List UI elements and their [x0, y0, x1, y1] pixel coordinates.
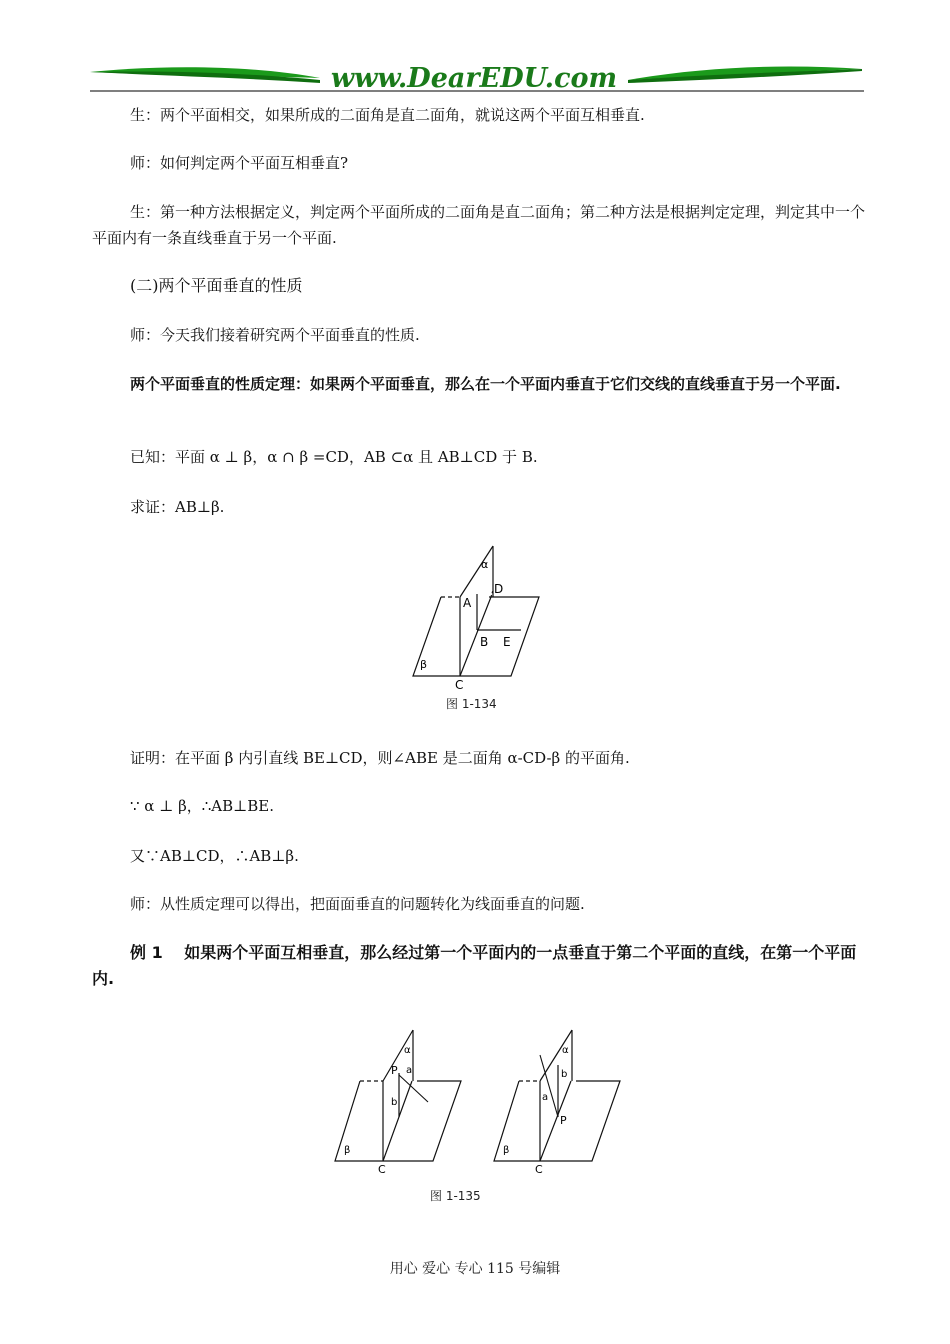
svg-text:β: β [344, 1145, 351, 1156]
dialogue-teacher-intro: 师：今天我们接着研究两个平面垂直的性质. [130, 326, 420, 344]
proof-step-construct: 证明：在平面 β 内引直线 BE⊥CD，则∠ABE 是二面角 α-CD-β 的平面角. [130, 749, 630, 767]
dialogue-teacher-question: 师：如何判定两个平面互相垂直? [130, 154, 349, 172]
section-heading-properties: (二)两个平面垂直的性质 [130, 276, 303, 295]
given-conditions: 已知：平面 α ⊥ β，α ∩ β =CD，AB ⊂α 且 AB⊥CD 于 B. [130, 448, 538, 466]
fig1-label-C: C [455, 678, 464, 692]
example-1-statement: 例 1 如果两个平面互相垂直，那么经过第一个平面内的一点垂直于第二个平面的直线，在第一个平面内. [92, 943, 857, 988]
fig2-left-diagram [335, 1030, 461, 1176]
svg-text:P: P [560, 1114, 567, 1127]
svg-text:α: α [562, 1045, 569, 1056]
proof-step-perpendicular: ∵ α ⊥ β，∴AB⊥BE. [130, 797, 275, 815]
site-logo-text: www.DearEDU.com [330, 63, 618, 94]
proof-step-conclusion: 又∵AB⊥CD，∴AB⊥β. [130, 847, 299, 865]
figure-1-134-caption: 图 1-134 [446, 697, 497, 711]
fig1-label-alpha: α [481, 558, 489, 571]
fig1-label-A: A [463, 596, 472, 610]
fig2-right-diagram [494, 1030, 620, 1176]
svg-text:C: C [378, 1163, 386, 1176]
svg-text:C: C [535, 1163, 543, 1176]
figure-1-134-diagram [405, 540, 550, 700]
dialogue-student-methods: 生：第一种方法根据定义，判定两个平面所成的二面角是直二面角；第二种方法是根据判定定理，判定其中一个平面内有一条直线垂直于另一个平面. [92, 203, 866, 247]
figure-1-135-diagram [330, 1025, 640, 1180]
svg-text:α: α [404, 1045, 411, 1056]
theorem-statement: 两个平面垂直的性质定理：如果两个平面垂直，那么在一个平面内垂直于它们交线的直线垂直于另一个平面. [130, 375, 841, 393]
svg-text:b: b [561, 1069, 568, 1080]
site-header-banner [88, 56, 864, 100]
fig1-label-B: B [480, 635, 489, 649]
dialogue-teacher-summary: 师：从性质定理可以得出，把面面垂直的问题转化为线面垂直的问题. [130, 895, 585, 913]
fig1-label-D: D [494, 582, 504, 596]
svg-text:b: b [391, 1097, 398, 1108]
svg-text:P: P [391, 1064, 398, 1077]
prove-statement: 求证：AB⊥β. [130, 498, 225, 516]
header-swoosh-graphic [88, 56, 864, 100]
dialogue-student-definition: 生：两个平面相交，如果所成的二面角是直二面角，就说这两个平面互相垂直. [130, 106, 645, 124]
fig1-label-beta: β [420, 658, 428, 671]
svg-text:a: a [542, 1092, 549, 1103]
svg-text:a: a [406, 1065, 413, 1076]
page-footer: 用心 爱心 专心 115 号编辑 [389, 1261, 561, 1277]
fig1-label-E: E [503, 635, 511, 649]
svg-text:β: β [503, 1145, 510, 1156]
figure-1-135-caption: 图 1-135 [430, 1189, 481, 1203]
